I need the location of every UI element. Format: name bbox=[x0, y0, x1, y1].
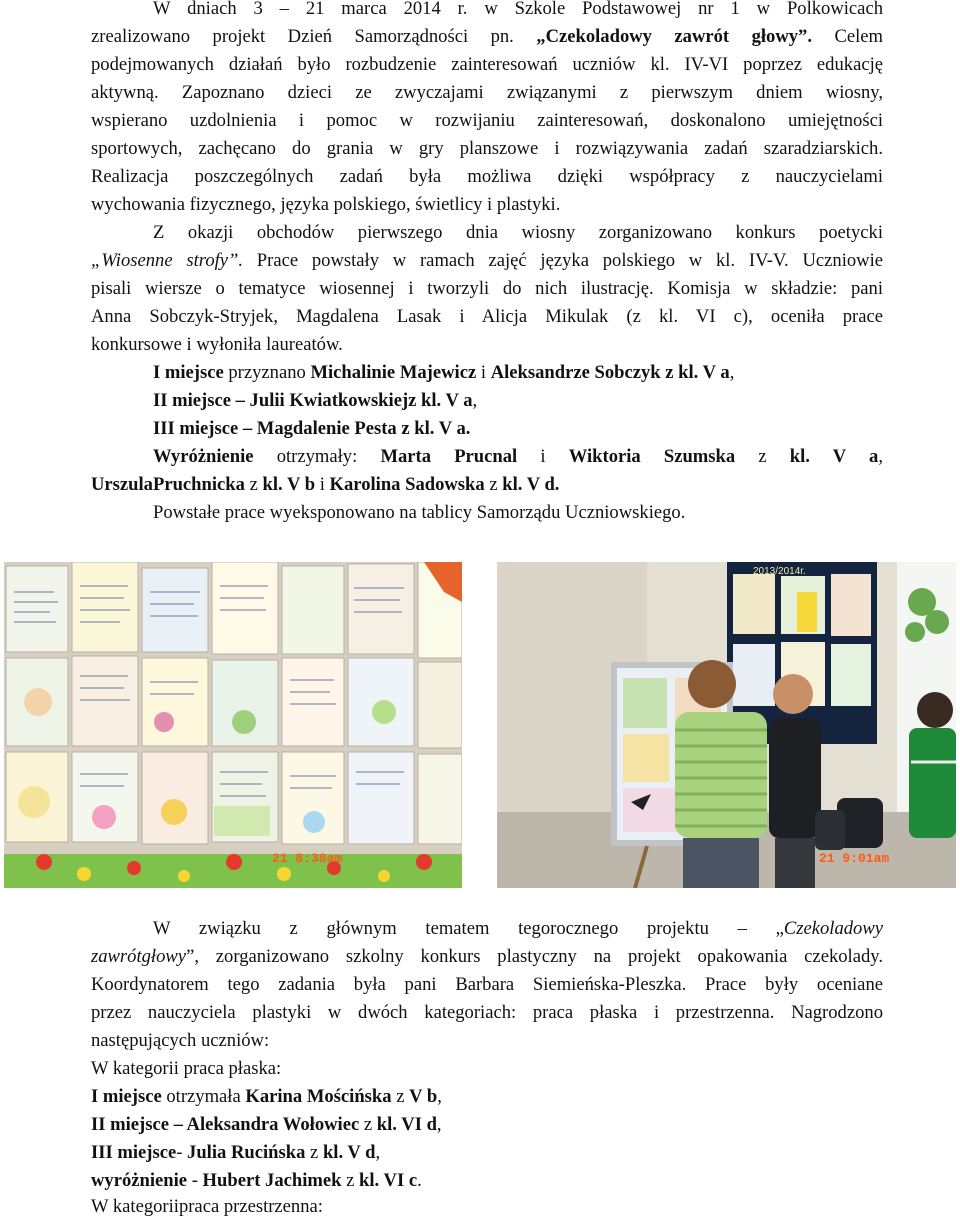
award-line: Wyróżnienie otrzymały: Marta Prucnal i Wiktoria Szumska z kl. V a, bbox=[153, 446, 884, 467]
paragraph-line: W związku z głównym tematem tegorocznego projektu – „Czekoladowy bbox=[153, 918, 883, 939]
award-line: II miejsce – Julii Kwiatkowskiejz kl. V a, bbox=[153, 390, 478, 411]
paragraph-line: aktywną. Zapoznano dzieci ze zwyczajami związanymi z pierwszym dniem wiosny, bbox=[91, 82, 883, 103]
paragraph-line: Z okazji obchodów pierwszego dnia wiosny zorganizowano konkurs poetycki bbox=[153, 222, 883, 243]
photo-children-board bbox=[497, 562, 956, 888]
paragraph-line: zawrótgłowy”, zorganizowano szkolny konkurs plastyczny na projekt opakowania czekolady. bbox=[91, 946, 883, 967]
paragraph-line: Powstałe prace wyeksponowano na tablicy Samorządu Uczniowskiego. bbox=[153, 502, 686, 523]
award-line: I miejsce przyznano Michalinie Majewicz i Aleksandrze Sobczyk z kl. V a, bbox=[153, 362, 735, 383]
paragraph-line: zrealizowano projekt Dzień Samorządności pn. „Czekoladowy zawrót głowy”. Celem bbox=[91, 26, 884, 47]
award-line: UrszulaPruchnicka z kl. V b i Karolina Sadowska z kl. V d. bbox=[91, 474, 560, 495]
paragraph-line: „Wiosenne strofy”. Prace powstały w ramach zajęć języka polskiego w kl. IV-V. Uczniowie bbox=[91, 250, 883, 271]
category-heading: W kategoriipraca przestrzenna: bbox=[91, 1196, 323, 1217]
paragraph-line: podejmowanych działań było rozbudzenie zainteresowań uczniów kl. IV-VI poprzez edukację bbox=[91, 54, 883, 75]
paragraph-line: Anna Sobczyk-Stryjek, Magdalena Lasak i Alicja Mikulak (z kl. VI c), oceniła prace bbox=[91, 306, 883, 327]
paragraph-line: wychowania fizycznego, języka polskiego, świetlicy i plastyki. bbox=[91, 194, 561, 215]
category-heading: W kategorii praca płaska: bbox=[91, 1058, 282, 1079]
paragraph-line: Koordynatorem tego zadania była pani Barbara Siemieńska-Pleszka. Prace były oceniane bbox=[91, 974, 883, 995]
photo-poems-wall bbox=[4, 562, 462, 888]
paragraph-line: Realizacja poszczególnych zadań była możliwa dzięki współpracy z nauczycielami bbox=[91, 166, 883, 187]
award-line: I miejsce otrzymała Karina Mościńska z V b, bbox=[91, 1086, 442, 1107]
photo-timestamp-left: 21 8:38am bbox=[272, 851, 343, 866]
paragraph-line: następujących uczniów: bbox=[91, 1030, 270, 1051]
award-line: III miejsce- Julia Rucińska z kl. V d, bbox=[91, 1142, 381, 1163]
paragraph-line: pisali wiersze o tematyce wiosennej i tworzyli do nich ilustrację. Komisja w składzie: pani bbox=[91, 278, 883, 299]
paragraph-line: W dniach 3 – 21 marca 2014 r. w Szkole Podstawowej nr 1 w Polkowicach bbox=[153, 0, 883, 19]
award-line: II miejsce – Aleksandra Wołowiec z kl. VI d, bbox=[91, 1114, 442, 1135]
paragraph-line: przez nauczyciela plastyki w dwóch kategoriach: praca płaska i przestrzenna. Nagrodzono bbox=[91, 1002, 883, 1023]
paragraph-line: wspierano uzdolnienia i pomoc w rozwijaniu zainteresowań, doskonalono umiejętności bbox=[91, 110, 883, 131]
paragraph-line: konkursowe i wyłoniła laureatów. bbox=[91, 334, 343, 355]
award-line: III miejsce – Magdalenie Pesta z kl. V a. bbox=[153, 418, 471, 439]
board-header: 2013/2014r. bbox=[753, 566, 806, 577]
award-line: wyróżnienie - Hubert Jachimek z kl. VI c. bbox=[91, 1170, 422, 1191]
paragraph-line: sportowych, zachęcano do grania w gry planszowe i rozwiązywania zadań szaradziarskich. bbox=[91, 138, 883, 159]
photo-timestamp-right: 21 9:01am bbox=[819, 851, 890, 866]
